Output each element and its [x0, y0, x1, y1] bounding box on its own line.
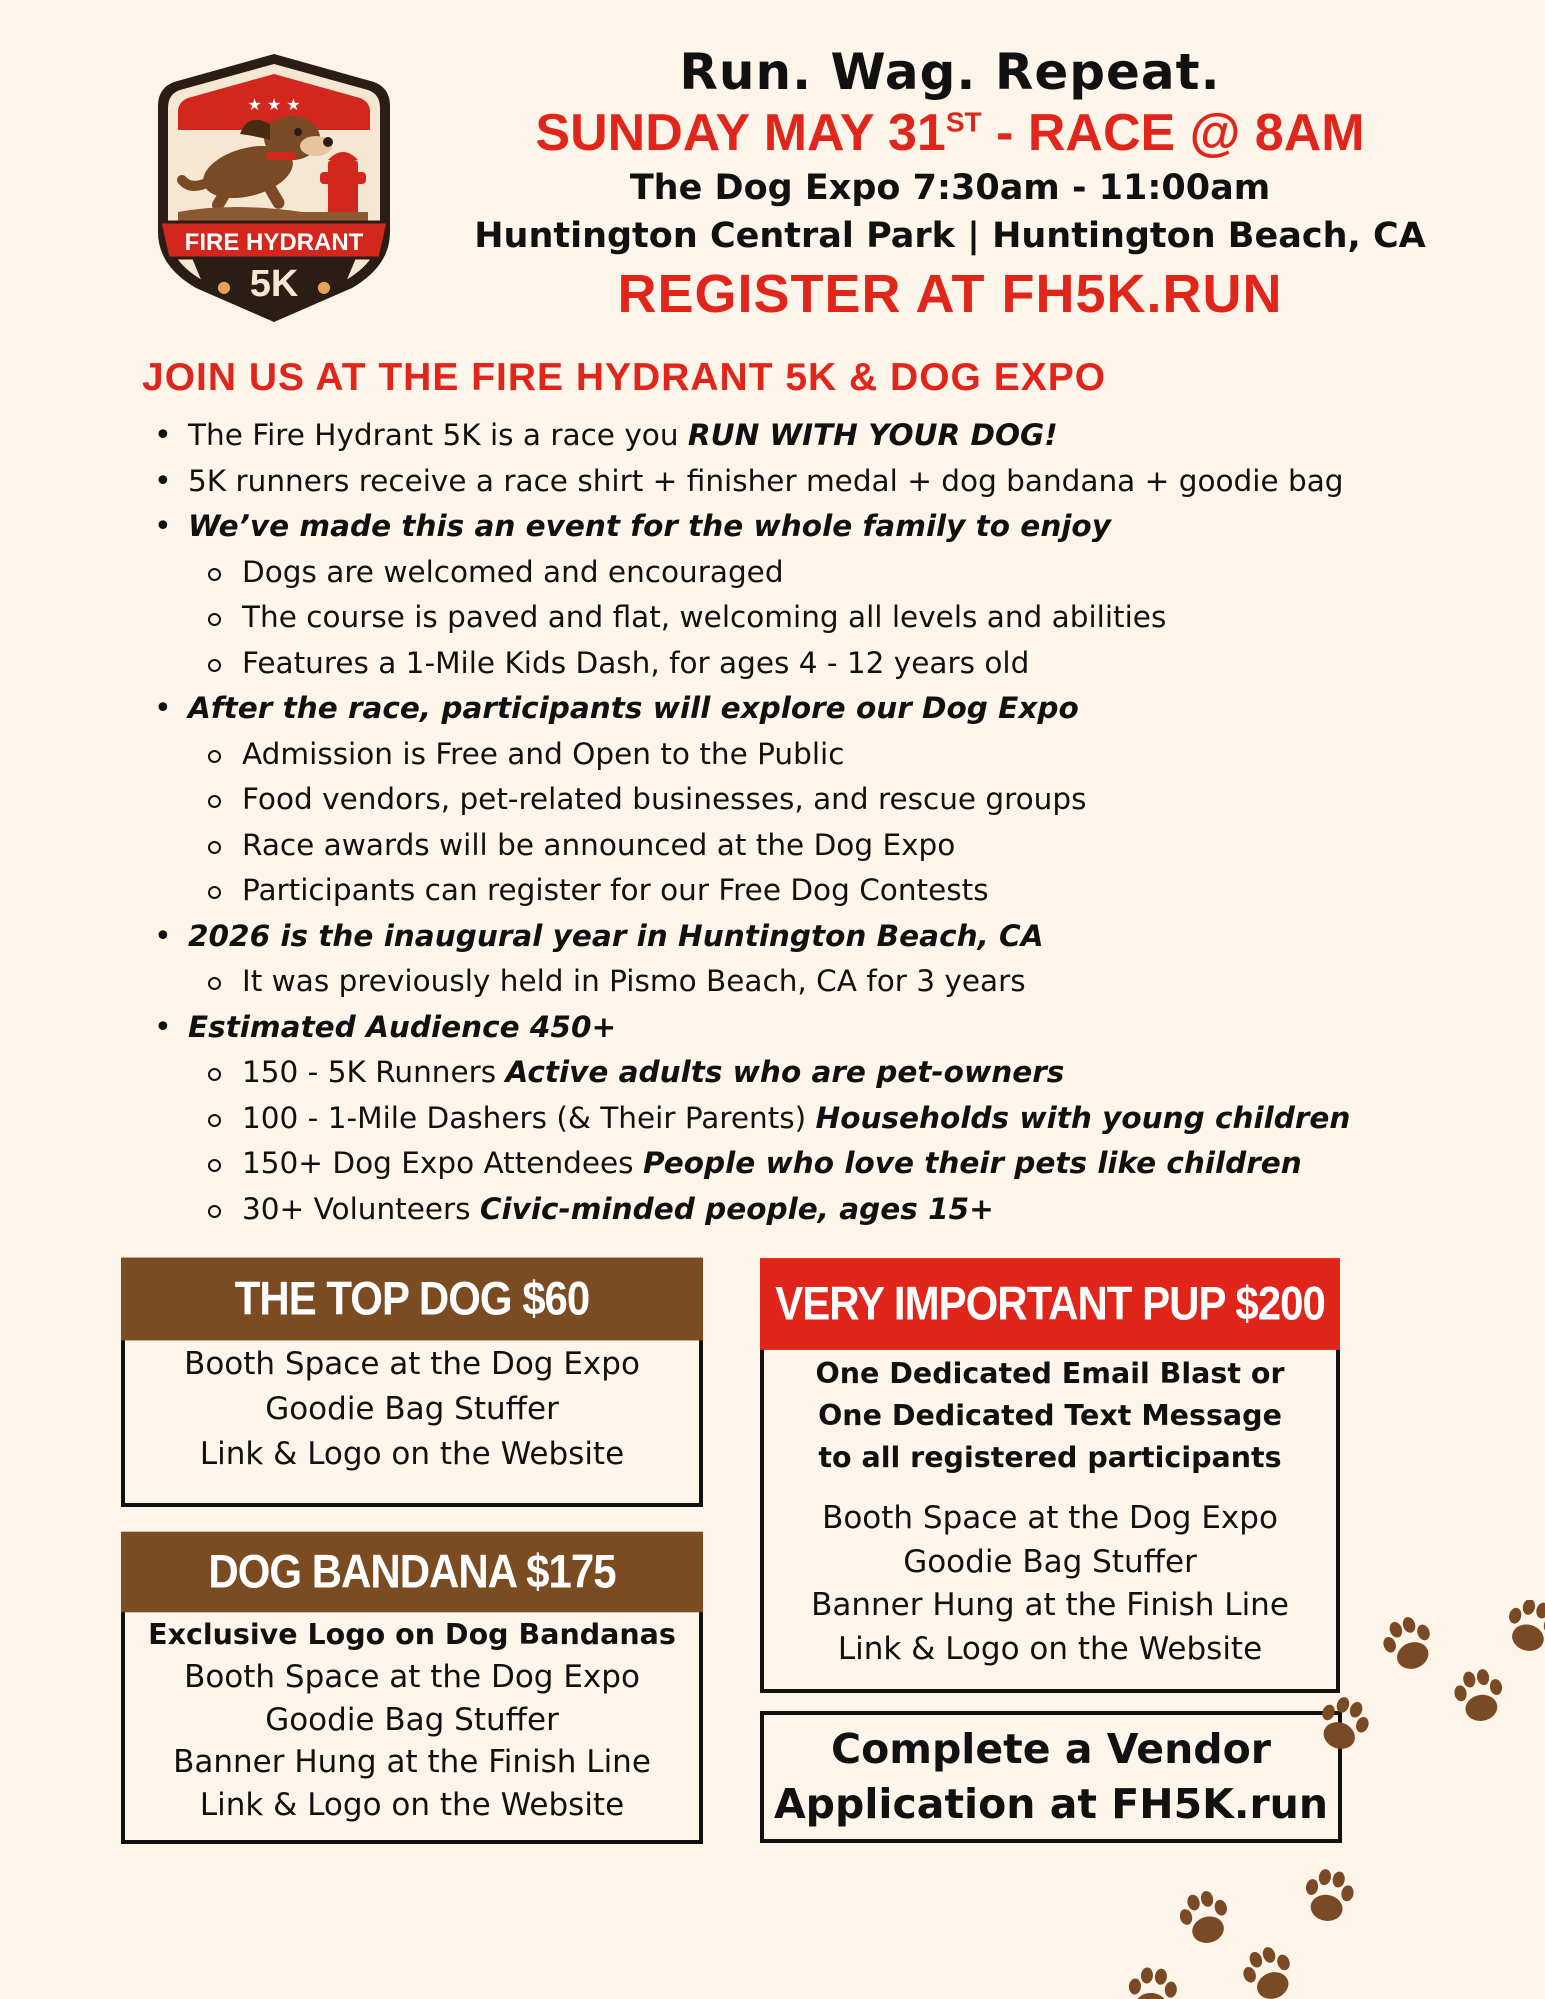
- item-text: Features a 1-Mile Kids Dash, for ages 4 - 12 years old: [242, 645, 1030, 680]
- paw-prints-decoration: [960, 1600, 1545, 1999]
- paw-print-icon: [1377, 1612, 1440, 1676]
- benefit: Link & Logo on the Website: [199, 1786, 625, 1823]
- item-emphasis: Civic-minded people, ages 15+: [479, 1191, 994, 1226]
- item-text: 5K runners receive a race shirt + finisher medal + dog bandana + goodie bag: [188, 463, 1344, 498]
- item-text: 30+ Volunteers: [242, 1191, 480, 1226]
- top-dog-package: [121, 1262, 703, 1507]
- list-subitem: [150, 823, 1430, 869]
- item-text: The Fire Hydrant 5K is a race you: [188, 418, 688, 452]
- benefit: Link & Logo on the Website: [837, 1630, 1263, 1667]
- svg-text:●: ●: [317, 277, 331, 296]
- item-emphasis: After the race, participants will explore our Dog Expo: [188, 691, 1079, 725]
- event-location: Huntington Central Park | Huntington Beach, CA: [474, 216, 1426, 256]
- list-subitem: [150, 1050, 1430, 1096]
- paw-print-icon: [1175, 1887, 1235, 1949]
- list-subitem: [150, 1141, 1430, 1187]
- dog-bandana-benefits: [125, 1608, 699, 1826]
- list-subitem: [150, 595, 1430, 641]
- race-date: [420, 102, 1480, 164]
- benefit: Banner Hung at the Finish Line: [173, 1744, 651, 1780]
- list-subitem: [150, 1096, 1430, 1142]
- item-text: Dogs are welcomed and encouraged: [242, 554, 784, 589]
- item-emphasis: Households with young children: [815, 1100, 1351, 1135]
- list-item: [150, 686, 1430, 732]
- register-link[interactable]: REGISTER AT FH5K.RUN: [617, 264, 1283, 324]
- vendor-line-1: Complete a Vendor: [830, 1725, 1272, 1773]
- dog-bandana-package: [121, 1536, 703, 1844]
- list-subitem: [150, 777, 1430, 823]
- paw-print-icon: [1501, 1600, 1545, 1656]
- expo-time: The Dog Expo 7:30am - 11:00am: [629, 168, 1271, 208]
- join-heading: JOIN US AT THE FIRE HYDRANT 5K & DOG EXPO: [142, 356, 1107, 399]
- benefit: Booth Space at the Dog Expo: [822, 1500, 1278, 1536]
- paw-print-icon: [1237, 1942, 1300, 1999]
- list-subitem: [150, 732, 1430, 778]
- item-text: Food vendors, pet-related businesses, and rescue groups: [242, 782, 1087, 816]
- vendor-line-2[interactable]: Application at FH5K.run: [773, 1780, 1329, 1828]
- dog-bandana-title: DOG BANDANA $175: [121, 1532, 703, 1613]
- item-emphasis: Active adults who are pet-owners: [505, 1055, 1065, 1089]
- item-emphasis: We’ve made this an event for the whole family to enjoy: [188, 509, 1111, 543]
- vip-title: VERY IMPORTANT PUP $200: [760, 1258, 1340, 1350]
- paw-print-icon: [1301, 1866, 1357, 1925]
- item-text: Race awards will be announced at the Dog Expo: [242, 827, 956, 862]
- logo-line2: 5K: [249, 263, 299, 305]
- benefit-highlight: One Dedicated Email Blast or: [815, 1357, 1285, 1390]
- list-subitem: [150, 959, 1430, 1005]
- benefit: Banner Hung at the Finish Line: [811, 1587, 1289, 1623]
- header: [420, 42, 1480, 328]
- item-emphasis: People who love their pets like children: [642, 1146, 1302, 1180]
- benefit-highlight: Exclusive Logo on Dog Bandanas: [148, 1618, 676, 1651]
- svg-text:●: ●: [217, 277, 231, 296]
- list-subitem: [150, 1187, 1430, 1233]
- item-text: Admission is Free and Open to the Public: [242, 736, 845, 771]
- fire-hydrant-5k-logo: [152, 52, 396, 324]
- benefit-highlight: to all registered participants: [818, 1441, 1282, 1474]
- benefit: Booth Space at the Dog Expo: [184, 1659, 640, 1695]
- item-text: It was previously held in Pismo Beach, CA for 3 years: [242, 964, 1026, 998]
- date-suffix: ST: [945, 106, 982, 138]
- list-item: [150, 1005, 1430, 1051]
- list-item: [150, 504, 1430, 550]
- item-emphasis: Estimated Audience 450+: [188, 1009, 617, 1044]
- date-main: SUNDAY MAY 31: [535, 104, 946, 162]
- paw-print-icon: [1451, 1666, 1507, 1725]
- item-text: 150+ Dog Expo Attendees: [242, 1146, 643, 1180]
- event-details-list: [150, 413, 1430, 1232]
- item-text: Participants can register for our Free Dog Contests: [242, 873, 989, 907]
- item-text: 100 - 1-Mile Dashers (& Their Parents): [242, 1100, 816, 1135]
- list-subitem: [150, 868, 1430, 914]
- benefit-highlight: One Dedicated Text Message: [818, 1399, 1282, 1432]
- benefit: Booth Space at the Dog Expo: [184, 1346, 640, 1382]
- benefit: Goodie Bag Stuffer: [265, 1391, 559, 1427]
- list-item: [150, 914, 1430, 960]
- svg-text:★ ★ ★: ★ ★ ★: [247, 95, 301, 114]
- tagline: Run. Wag. Repeat.: [679, 43, 1221, 101]
- list-subitem: [150, 550, 1430, 596]
- benefit: Link & Logo on the Website: [199, 1436, 625, 1472]
- logo-line1: FIRE HYDRANT: [184, 229, 364, 256]
- item-emphasis: 2026 is the inaugural year in Huntington Beach, CA: [188, 918, 1044, 953]
- top-dog-title: THE TOP DOG $60: [121, 1258, 703, 1341]
- benefit: Goodie Bag Stuffer: [265, 1701, 559, 1738]
- vip-highlights: [764, 1345, 1336, 1479]
- item-emphasis: RUN WITH YOUR DOG!: [687, 418, 1058, 452]
- list-item: [150, 413, 1430, 459]
- benefit: Goodie Bag Stuffer: [903, 1543, 1197, 1580]
- item-text: 150 - 5K Runners: [242, 1055, 506, 1089]
- list-item: [150, 459, 1430, 505]
- paw-print-icon: [1126, 1966, 1178, 1999]
- date-rest: - RACE @ 8AM: [981, 104, 1365, 162]
- top-dog-benefits: [125, 1336, 699, 1477]
- paw-print-icon: [1312, 1692, 1375, 1756]
- list-subitem: [150, 641, 1430, 687]
- item-text: The course is paved and flat, welcoming all levels and abilities: [242, 600, 1167, 634]
